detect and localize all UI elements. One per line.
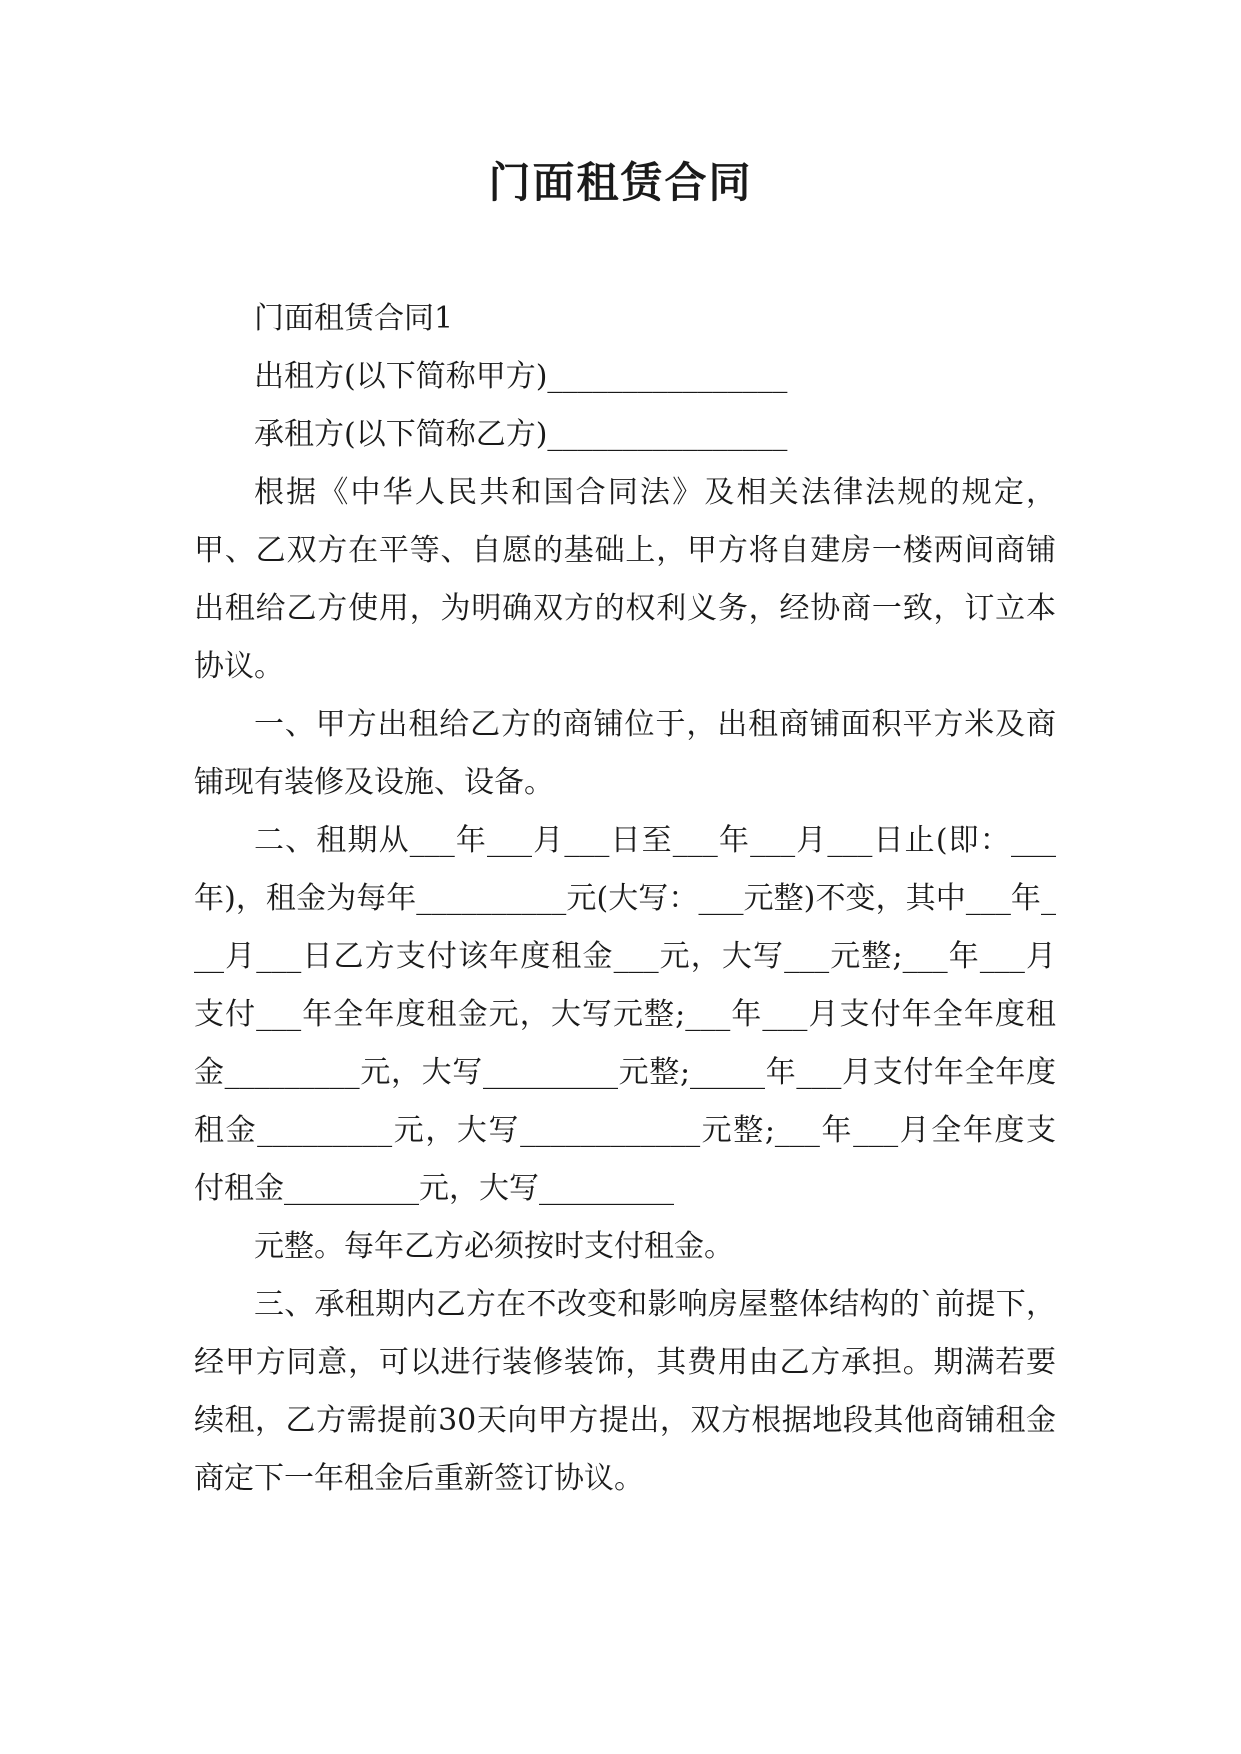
clause-2-continuation: 元整。每年乙方必须按时支付租金。	[254, 1229, 734, 1264]
lessor-line: 出租方(以下简称甲方)________________	[254, 359, 788, 394]
clause-1-paragraph: 一、甲方出租给乙方的商铺位于，出租商铺面积平方米及商铺现有装修及设施、设备。	[194, 707, 1056, 800]
document-body	[194, 290, 1056, 1508]
clause-3-paragraph: 三、承租期内乙方在不改变和影响房屋整体结构的`前提下，经甲方同意，可以进行装修装饰，其费用由乙方承担。期满若要续租，乙方需提前30天向甲方提出，双方根据地段其他商铺租金商定下一年租金后重新签订协议。	[194, 1287, 1056, 1496]
lessee-line: 承租方(以下简称乙方)________________	[254, 417, 788, 452]
preamble-paragraph: 根据《中华人民共和国合同法》及相关法律法规的规定，甲、乙双方在平等、自愿的基础上，甲方将自建房一楼两间商铺出租给乙方使用，为明确双方的权利义务，经协商一致，订立本协议。	[194, 475, 1056, 684]
clause-2-paragraph: 二、租期从___年___月___日至___年___月___日止(即：___年)，租金为每年__________元(大写：___元整)不变，其中___年___月___日乙方支付该年度租金___元，大写___元整;___年___月支付___年全年度租金元，大写元整;___年___月支付年全年度租金_________元，大写_________元整;_____年___月支付年全年度租金_________元，大写____________元整;___年___月全年度支付租金_________元，大写_________	[194, 823, 1056, 1206]
section-heading: 门面租赁合同1	[254, 301, 454, 336]
document-title: 门面租赁合同	[488, 158, 753, 207]
